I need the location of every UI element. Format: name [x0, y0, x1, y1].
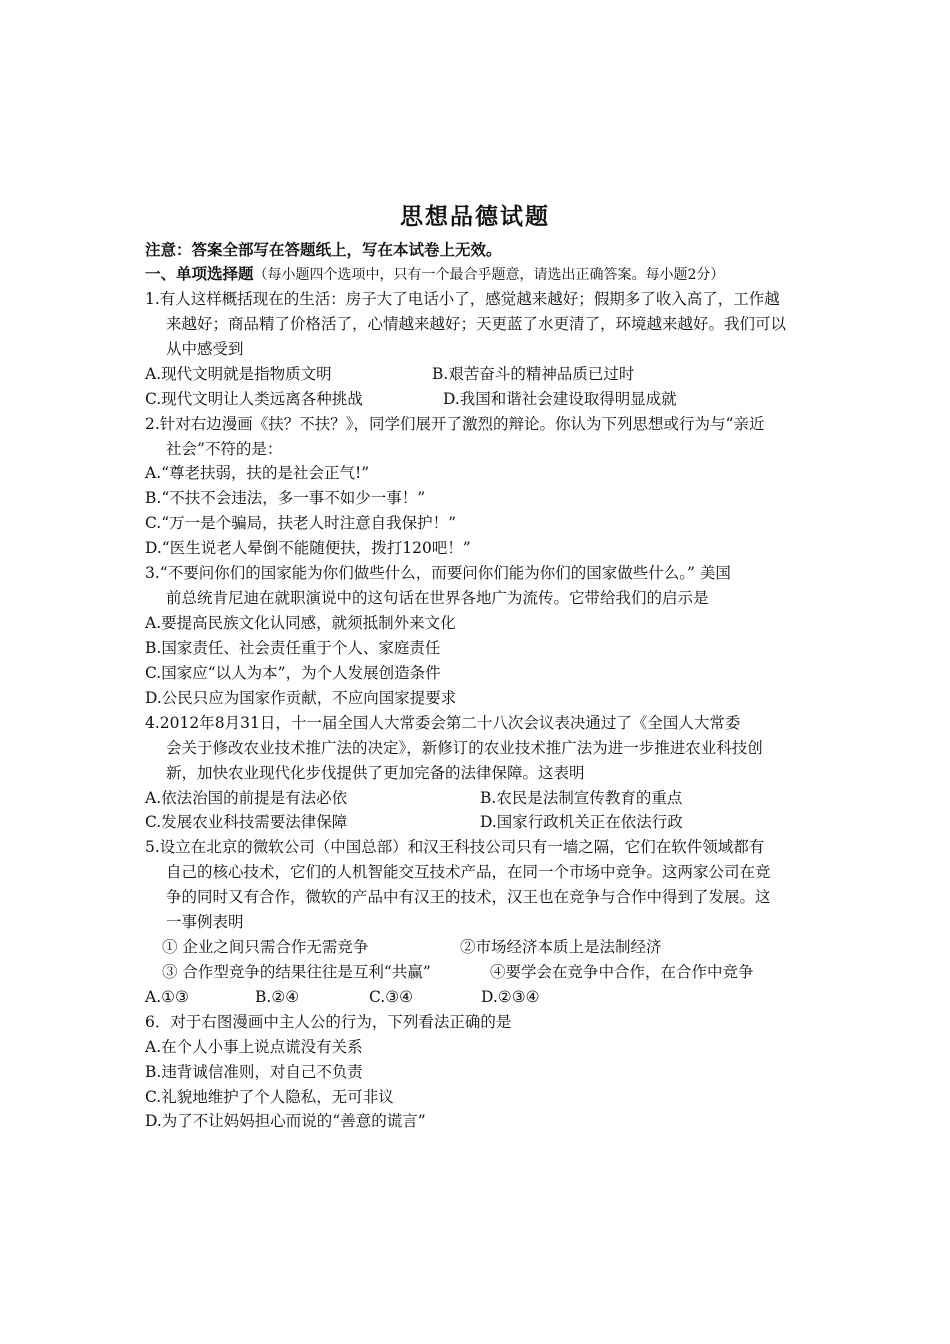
q5-stem-line-1: 5.设立在北京的微软公司（中国总部）和汉王科技公司只有一墙之隔，它们在软件领域都有	[145, 838, 765, 856]
notice: 注意：答案全部写在答题纸上，写在本试卷上无效。	[145, 240, 502, 259]
q2-option-c: C.“万一是个骗局，扶老人时注意自我保护！”	[145, 514, 457, 532]
q5-option-c: C.③④	[369, 988, 414, 1006]
page-title: 思想品德试题	[400, 203, 550, 230]
q2-option-b: B.“不扶不会违法，多一事不如少一事！”	[145, 489, 426, 507]
q6-option-b: B.违背诚信准则，对自己不负责	[145, 1063, 363, 1081]
q4-stem-line-2: 会关于修改农业技术推广法的决定》，新修订的农业技术推广法为进一步推进农业科技创	[166, 739, 763, 757]
q5-stem-line-3: 争的同时又有合作，微软的产品中有汉王的技术，汉王也在竞争与合作中得到了发展。这	[166, 888, 771, 906]
q6-stem: 6．对于右图漫画中主人公的行为，下列看法正确的是	[145, 1013, 512, 1031]
q5-option-a: A.①③	[145, 988, 189, 1006]
q5-statement-3: ③ 合作型竞争的结果往往是互利“共赢”	[162, 963, 431, 981]
q2-stem-line-2: 社会”不符的是：	[166, 440, 283, 458]
q1-stem-line-1: 1.有人这样概括现在的生活：房子大了电话小了，感觉越来越好；假期多了收入高了，工作越	[145, 290, 780, 308]
q5-statement-1: ① 企业之间只需合作无需竞争	[162, 938, 369, 956]
q5-statement-4: ④要学会在竞争中合作，在合作中竞争	[490, 963, 754, 981]
q3-option-a: A.要提高民族文化认同感，就须抵制外来文化	[145, 614, 456, 632]
q2-stem-line-1: 2.针对右边漫画《扶？不扶？》，同学们展开了激烈的辩论。你认为下列思想或行为与“亲近	[145, 415, 765, 433]
q6-option-c: C.礼貌地维护了个人隐私，无可非议	[145, 1088, 394, 1106]
q3-option-b: B.国家责任、社会责任重于个人、家庭责任	[145, 639, 441, 657]
q1-option-b: B.艰苦奋斗的精神品质已过时	[432, 365, 635, 383]
q4-option-d: D.国家行政机关正在依法行政	[480, 813, 683, 831]
q1-stem-line-2: 来越好；商品精了价格活了，心情越来越好；天更蓝了水更清了，环境越来越好。我们可以	[166, 315, 787, 333]
q2-option-a: A.“尊老扶弱，扶的是社会正气!”	[145, 464, 370, 482]
q3-stem-line-1: 3.“不要问你们的国家能为你们做些什么，而要问你们能为你们的国家做些什么。” 美国	[145, 564, 731, 582]
q1-option-d: D.我国和谐社会建设取得明显成就	[443, 390, 677, 408]
section-heading	[145, 264, 724, 285]
q5-option-b: B.②④	[255, 988, 300, 1006]
q1-option-c: C.现代文明让人类远离各种挑战	[145, 390, 363, 408]
q4-option-c: C.发展农业科技需要法律保障	[145, 813, 348, 831]
q5-stem-line-4: 一事例表明	[166, 913, 244, 931]
q6-option-a: A.在个人小事上说点谎没有关系	[145, 1038, 363, 1056]
q5-statement-2: ②市场经济本质上是法制经济	[460, 938, 662, 956]
q1-option-a: A.现代文明就是指物质文明	[145, 365, 332, 383]
q4-option-a: A.依法治国的前提是有法必依	[145, 789, 348, 807]
q5-stem-line-2: 自己的核心技术，它们的人机智能交互技术产品，在同一个市场中竞争。这两家公司在竞	[166, 863, 771, 881]
q2-option-d: D.“医生说老人晕倒不能随便扶，拨打120吧！”	[145, 539, 471, 557]
section-title: 一、单项选择题	[145, 264, 254, 283]
q1-stem-line-3: 从中感受到	[166, 340, 244, 358]
q5-option-d: D.②③④	[481, 988, 540, 1006]
q3-option-d: D.公民只应为国家作贡献，不应向国家提要求	[145, 689, 457, 707]
q3-option-c: C.国家应“以人为本”，为个人发展创造条件	[145, 664, 441, 682]
q3-stem-line-2: 前总统肯尼迪在就职演说中的这句话在世界各地广为流传。它带给我们的启示是	[166, 589, 709, 607]
q4-stem-line-3: 新，加快农业现代化步伐提供了更加完备的法律保障。这表明	[166, 764, 585, 782]
q6-option-d: D.为了不让妈妈担心而说的“善意的谎言”	[145, 1112, 426, 1130]
q4-stem-line-1: 4.2012年8月31日，十一届全国人大常委会第二十八次会议表决通过了《全国人大常委	[145, 714, 741, 732]
q4-option-b: B.农民是法制宣传教育的重点	[480, 789, 683, 807]
section-instructions: （每小题四个选项中，只有一个最合乎题意，请选出正确答案。每小题2分）	[253, 267, 725, 283]
